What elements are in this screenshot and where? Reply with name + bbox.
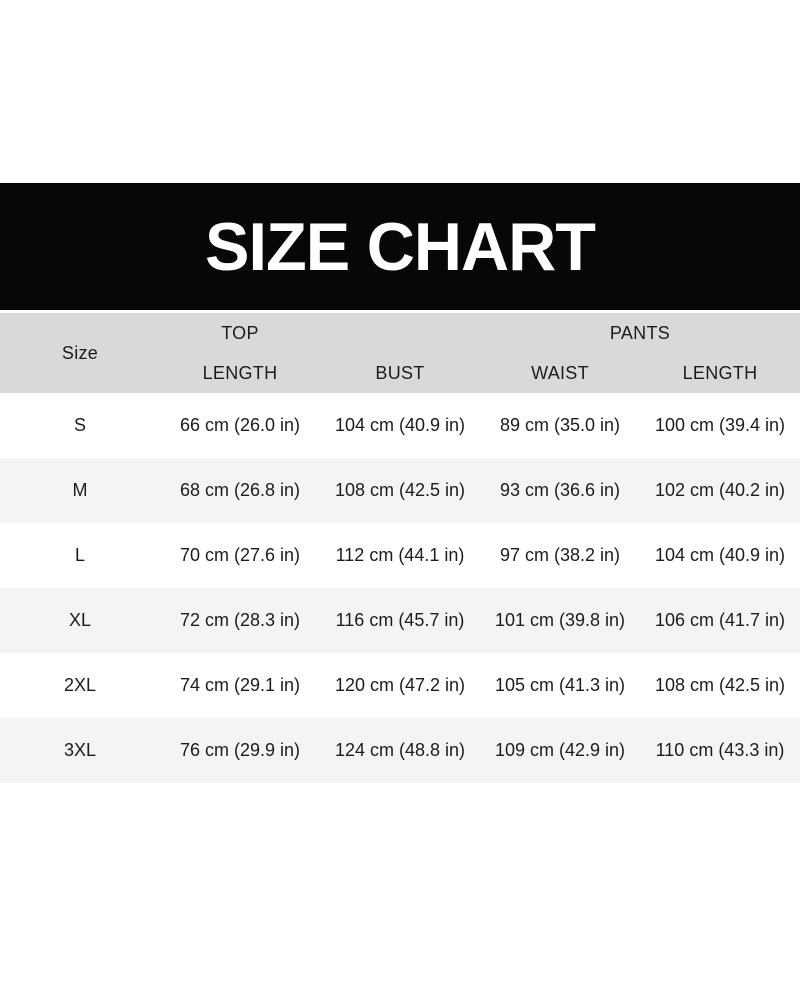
column-header-bust: BUST [375,362,425,383]
row-size-label: S [73,415,86,435]
table-row-m [0,458,800,523]
cell-waist: 101 cm (39.8 in) [494,610,626,630]
row-size-label: XL [68,610,92,630]
size-chart-title: SIZE CHART [204,208,596,285]
table-row-2xl [0,653,800,718]
table-row-3xl [0,718,800,783]
cell-waist: 93 cm (36.6 in) [499,480,621,500]
size-chart-banner [0,183,800,310]
cell-bust: 124 cm (48.8 in) [334,740,466,760]
cell-pants-length: 102 cm (40.2 in) [654,480,786,500]
cell-top-length: 72 cm (28.3 in) [179,610,301,630]
cell-bust: 108 cm (42.5 in) [334,480,466,500]
table-row-l [0,523,800,588]
cell-pants-length: 104 cm (40.9 in) [654,545,786,565]
cell-waist: 89 cm (35.0 in) [499,415,621,435]
table-header [0,313,800,393]
cell-bust: 120 cm (47.2 in) [334,675,466,695]
cell-pants-length: 108 cm (42.5 in) [654,675,786,695]
cell-bust: 112 cm (44.1 in) [335,545,465,565]
cell-bust: 116 cm (45.7 in) [335,610,465,630]
row-size-label: L [74,545,85,565]
row-size-label: 2XL [63,675,97,695]
cell-top-length: 68 cm (26.8 in) [179,480,301,500]
cell-pants-length: 106 cm (41.7 in) [654,610,786,630]
row-size-label: M [72,480,88,500]
column-group-pants: PANTS [609,322,671,343]
column-header-top-length: LENGTH [202,362,278,383]
cell-top-length: 66 cm (26.0 in) [179,415,301,435]
table-body [0,393,800,783]
cell-bust: 104 cm (40.9 in) [334,415,466,435]
column-header-size: Size [61,342,99,363]
cell-waist: 109 cm (42.9 in) [494,740,626,760]
cell-waist: 97 cm (38.2 in) [499,545,621,565]
cell-top-length: 70 cm (27.6 in) [179,545,301,565]
cell-waist: 105 cm (41.3 in) [494,675,626,695]
column-group-top: TOP [221,322,259,343]
cell-pants-length: 110 cm (43.3 in) [655,740,785,760]
cell-top-length: 74 cm (29.1 in) [179,675,301,695]
table-row-xl [0,588,800,653]
cell-pants-length: 100 cm (39.4 in) [654,415,786,435]
table-row-s [0,393,800,458]
row-size-label: 3XL [63,740,97,760]
column-header-pants-length: LENGTH [682,362,758,383]
cell-top-length: 76 cm (29.9 in) [179,740,301,760]
column-header-waist: WAIST [531,362,589,383]
